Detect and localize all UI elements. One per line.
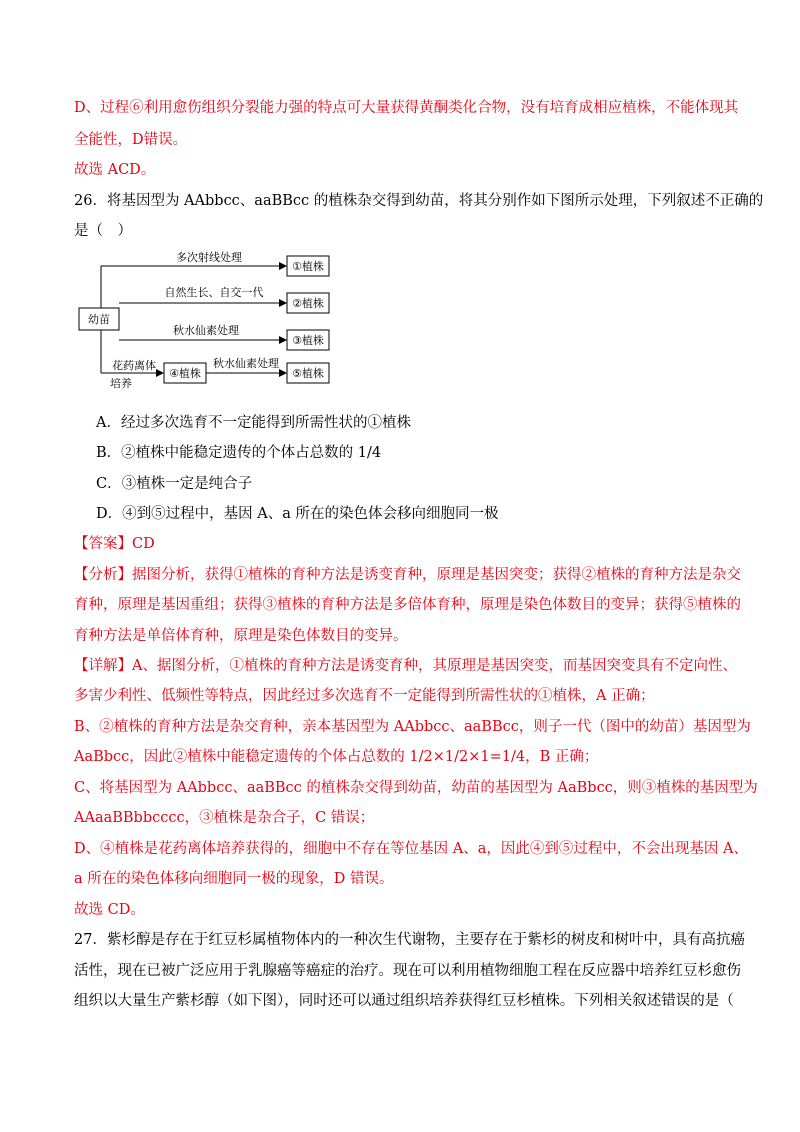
- branch-1-label: 多次射线处理: [176, 251, 242, 264]
- plant-3-box: [287, 330, 329, 350]
- seedling-label: 幼苗: [88, 313, 110, 326]
- question-26-stem-cont: 是（ ）: [74, 223, 132, 239]
- branch-2-label: 自然生长、自交一代: [164, 286, 264, 299]
- plant-4-label: ④植株: [169, 367, 201, 380]
- answer-line: 【答案】CD: [74, 536, 155, 552]
- plant-4-box: [164, 363, 206, 383]
- option-d: D．④到⑤过程中，基因 A、a 所在的染色体会移向细胞同一极: [96, 506, 499, 522]
- question-27-stem: 组织以大量生产紫杉醇（如下图），同时还可以通过组织培养获得红豆杉植株。下列相关叙述错误的是（: [74, 993, 734, 1009]
- option-b: B．②植株中能稳定遗传的个体占总数的 1/4: [96, 445, 382, 461]
- branch-5-label: 秋水仙素处理: [213, 357, 279, 370]
- text-line: 故选 ACD。: [74, 162, 156, 178]
- question-27-stem: 27．紫杉醇是存在于红豆杉属植物体内的一种次生代谢物，主要存在于紫杉的树皮和树叶中，具有高抗癌: [74, 932, 745, 948]
- detail-line: AAaaBBbbcccc，③植株是杂合子，C 错误；: [74, 810, 375, 826]
- plant-5-label: ⑤植株: [292, 367, 324, 380]
- plant-3-label: ③植株: [292, 334, 324, 347]
- option-a: A．经过多次选育不一定能得到所需性状的①植株: [96, 415, 411, 431]
- detail-line: a 所在的染色体移向细胞同一极的现象，D 错误。: [74, 871, 394, 887]
- branch-1-arrow: [279, 262, 287, 270]
- plant-2-box: [287, 293, 329, 313]
- text-line: D、过程⑥利用愈伤组织分裂能力强的特点可大量获得黄酮类化合物，没有培育成相应植株，不能体现其: [74, 100, 739, 116]
- diagram-svg: [74, 248, 334, 388]
- plant-5-box: [287, 363, 329, 383]
- branch-2-arrow: [279, 299, 287, 307]
- option-c: C．③植株一定是纯合子: [96, 476, 253, 492]
- branch-4-label-b: 培养: [110, 377, 132, 390]
- seedling-box: [79, 308, 119, 330]
- analysis-line: 育种方法是单倍体育种，原理是染色体数目的变异。: [74, 628, 408, 644]
- text-line: 全能性，D错误。: [74, 132, 188, 148]
- detail-line: 【详解】A、据图分析，①植株的育种方法是诱变育种，其原理是基因突变，而基因突变具有不定向性、: [74, 658, 737, 674]
- question-27-stem: 活性，现在已被广泛应用于乳腺癌等癌症的治疗。现在可以利用植物细胞工程在反应器中培养红豆杉愈伤: [74, 963, 741, 979]
- branch-3-arrow: [279, 336, 287, 344]
- plant-1-box: [287, 256, 329, 276]
- branch-4-arrow: [156, 369, 164, 377]
- detail-line: C、将基因型为 AAbbcc、aaBBcc 的植株杂交得到幼苗，幼苗的基因型为 AaBbcc，则③植株的基因型为: [74, 780, 758, 796]
- breeding-flow-diagram: [74, 248, 334, 388]
- branch-5-arrow: [279, 369, 287, 377]
- detail-line: 多害少利性、低频性等特点，因此经过多次选育不一定能得到所需性状的①植株，A 正确；: [74, 688, 655, 704]
- plant-2-label: ②植株: [292, 297, 324, 310]
- branch-3-label: 秋水仙素处理: [173, 324, 239, 337]
- plant-1-label: ①植株: [292, 260, 324, 273]
- detail-line: AaBbcc，因此②植株中能稳定遗传的个体占总数的 1/2×1/2×1=1/4，B 正确；: [74, 749, 599, 765]
- analysis-line: 【分析】据图分析，获得①植株的育种方法是诱变育种，原理是基因突变；获得②植株的育种方法是杂交: [74, 567, 741, 583]
- analysis-line: 育种，原理是基因重组；获得③植株的育种方法是多倍体育种，原理是染色体数目的变异；获得⑤植株的: [74, 597, 741, 613]
- detail-line: D、④植株是花药离体培养获得的，细胞中不存在等位基因 A、a，因此④到⑤过程中，不会出现基因 A、: [74, 841, 748, 857]
- conclusion-line: 故选 CD。: [74, 902, 145, 918]
- detail-line: B、②植株的育种方法是杂交育种，亲本基因型为 AAbbcc、aaBBcc，则子一代（图中的幼苗）基因型为: [74, 719, 751, 735]
- branch-4-label-a: 花药离体: [112, 359, 156, 372]
- question-26-stem: 26．将基因型为 AAbbcc、aaBBcc 的植株杂交得到幼苗，将其分别作如下图所示处理，下列叙述不正确的: [74, 193, 764, 209]
